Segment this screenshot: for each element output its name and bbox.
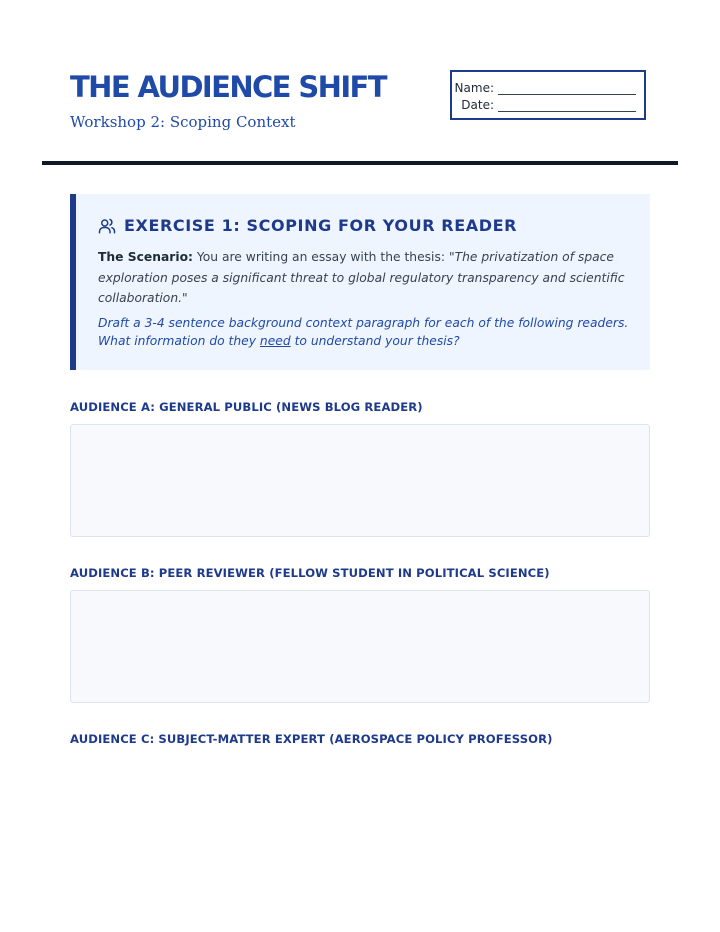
date-field-row bbox=[461, 98, 636, 112]
thesis-statement: "The privatization of space exploration poses a significant threat to global regulatory transparency and scientific collaboration." bbox=[98, 250, 625, 305]
name-field-row bbox=[455, 81, 636, 95]
worksheet-subtitle: Workshop 2: Scoping Context bbox=[70, 113, 296, 131]
audience-a-answer-box[interactable] bbox=[70, 424, 650, 537]
name-date-box bbox=[450, 70, 646, 120]
instructions-after: to understand your thesis? bbox=[290, 334, 460, 348]
name-field[interactable] bbox=[498, 81, 636, 95]
worksheet-title: THE AUDIENCE SHIFT bbox=[70, 70, 386, 104]
instructions-before: Draft a 3-4 sentence background context paragraph for each of the following readers. What information do they bbox=[98, 316, 629, 348]
header-divider bbox=[42, 161, 678, 165]
date-label: Date: bbox=[461, 98, 494, 112]
instructions-emphasis: need bbox=[259, 334, 291, 348]
exercise-title: EXERCISE 1: SCOPING FOR YOUR READER bbox=[124, 216, 518, 235]
scenario-paragraph bbox=[98, 247, 628, 309]
audience-c-label: AUDIENCE C: SUBJECT-MATTER EXPERT (AEROSPACE POLICY PROFESSOR) bbox=[70, 732, 553, 746]
audience-b-label: AUDIENCE B: PEER REVIEWER (FELLOW STUDENT IN POLITICAL SCIENCE) bbox=[70, 566, 550, 580]
exercise-heading bbox=[98, 216, 517, 235]
audience-a-label: AUDIENCE A: GENERAL PUBLIC (NEWS BLOG READER) bbox=[70, 400, 423, 414]
scenario-text: You are writing an essay with the thesis: bbox=[192, 250, 449, 264]
scenario-label: The Scenario: bbox=[98, 250, 193, 264]
exercise-panel bbox=[70, 194, 650, 370]
audience-b-answer-box[interactable] bbox=[70, 590, 650, 703]
name-label: Name: bbox=[454, 81, 494, 95]
users-icon bbox=[98, 217, 116, 235]
worksheet-header bbox=[70, 70, 650, 140]
date-field[interactable] bbox=[498, 98, 636, 112]
exercise-instructions bbox=[98, 314, 633, 350]
